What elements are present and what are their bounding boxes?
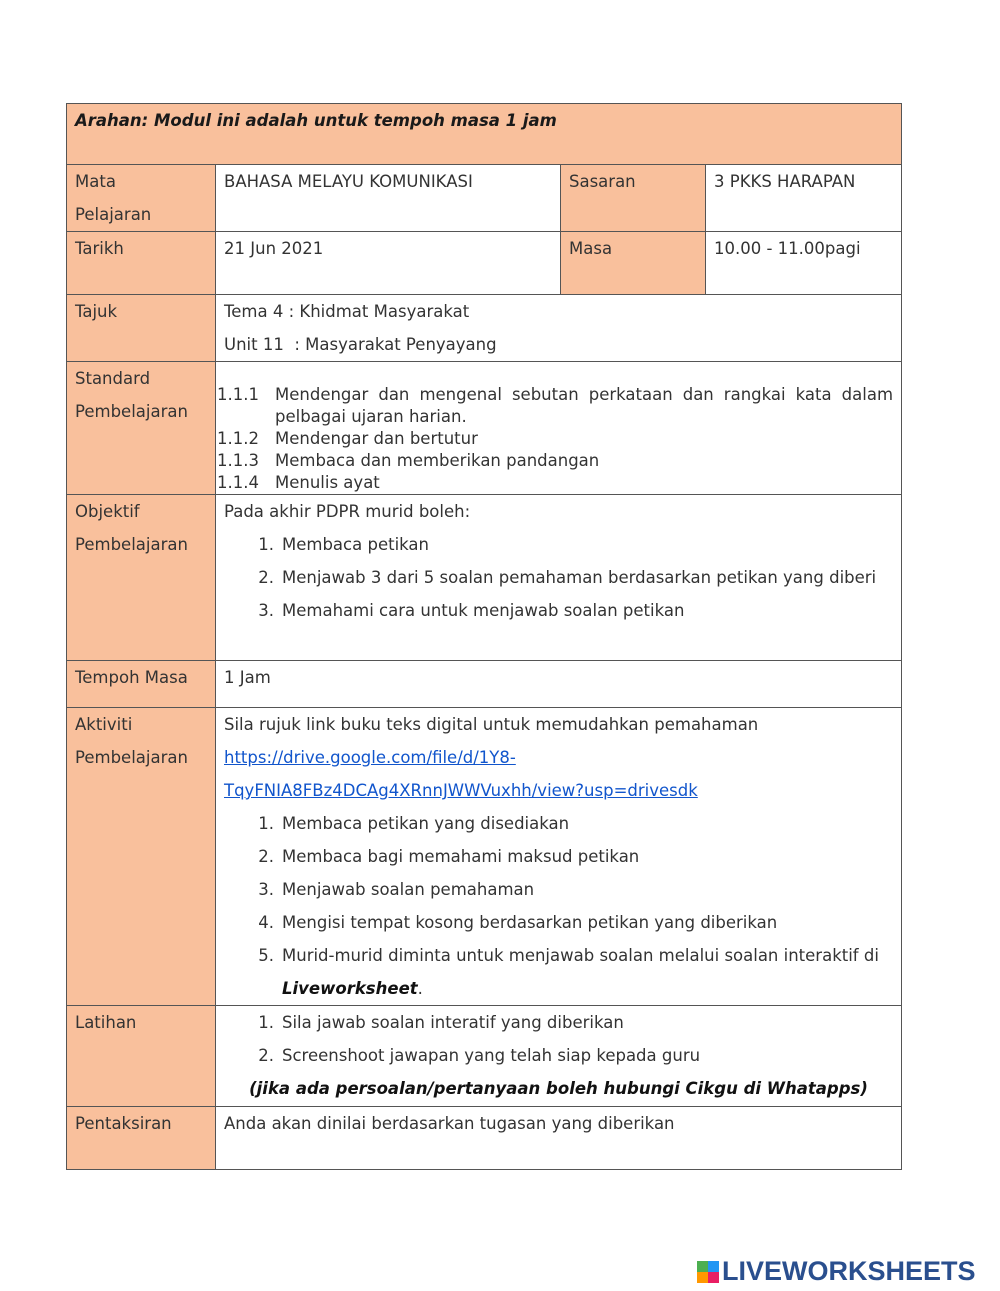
standard-text: Membaca dan memberikan pandangan bbox=[275, 451, 600, 470]
objective-label-line1: Objektif bbox=[75, 502, 140, 521]
item-number: 1. bbox=[258, 1013, 274, 1032]
assessment-value: Anda akan dinilai berdasarkan tugasan yang diberikan bbox=[216, 1107, 902, 1170]
subject-label-line1: Mata bbox=[75, 172, 116, 191]
list-item bbox=[224, 1006, 893, 1039]
item-text: Menjawab soalan pemahaman bbox=[282, 880, 535, 899]
standard-number: 1.1.3 bbox=[217, 451, 259, 470]
time-value: 10.00 - 11.00pagi bbox=[706, 232, 902, 295]
lesson-plan-table bbox=[66, 103, 902, 1170]
duration-row bbox=[67, 661, 902, 708]
instruction-text: Arahan: Modul ini adalah untuk tempoh masa 1 jam bbox=[67, 104, 902, 165]
standard-text: Mendengar dan mengenal sebutan perkataan dan rangkai kata dalam pelbagai ujaran harian. bbox=[275, 385, 894, 426]
item-text: Menjawab 3 dari 5 soalan pemahaman berdasarkan petikan yang diberi bbox=[282, 568, 877, 587]
subject-value: BAHASA MELAYU KOMUNIKASI bbox=[216, 165, 561, 232]
standard-list bbox=[217, 384, 894, 494]
standard-label bbox=[67, 362, 216, 495]
assessment-label: Pentaksiran bbox=[67, 1107, 216, 1170]
objective-label-line2: Pembelajaran bbox=[75, 535, 188, 554]
item-number: 1. bbox=[258, 814, 274, 833]
objective-cell bbox=[216, 495, 902, 661]
list-item bbox=[217, 450, 893, 472]
instruction-row bbox=[67, 104, 902, 165]
duration-label: Tempoh Masa bbox=[67, 661, 216, 708]
list-item bbox=[224, 873, 893, 906]
list-item bbox=[224, 906, 893, 939]
standard-text: Menulis ayat bbox=[275, 473, 380, 492]
item-number: 2. bbox=[258, 568, 274, 587]
item5-text: Murid-murid diminta untuk menjawab soalan melalui soalan interaktif di bbox=[282, 946, 879, 965]
list-item bbox=[224, 1039, 893, 1072]
list-item bbox=[224, 939, 893, 1005]
item-text: Membaca bagi memahami maksud petikan bbox=[282, 847, 640, 866]
standard-number: 1.1.1 bbox=[217, 385, 259, 404]
objective-row bbox=[67, 495, 902, 661]
item-number: 5. bbox=[258, 946, 274, 965]
list-item bbox=[224, 840, 893, 873]
list-item bbox=[224, 561, 893, 594]
list-item bbox=[224, 807, 893, 840]
activity-cell bbox=[216, 708, 902, 1006]
standard-label-line1: Standard bbox=[75, 369, 151, 388]
standard-text: Mendengar dan bertutur bbox=[275, 429, 478, 448]
activity-label-line1: Aktiviti bbox=[75, 715, 133, 734]
liveworksheets-brand[interactable] bbox=[697, 1256, 976, 1287]
exercise-row bbox=[67, 1006, 902, 1107]
brand-name: LIVEWORKSHEETS bbox=[722, 1256, 976, 1286]
standard-number: 1.1.4 bbox=[217, 473, 259, 492]
date-label: Tarikh bbox=[67, 232, 216, 295]
date-row bbox=[67, 232, 902, 295]
item-number: 3. bbox=[258, 601, 274, 620]
objective-intro: Pada akhir PDPR murid boleh: bbox=[224, 502, 471, 521]
activity-label-line2: Pembelajaran bbox=[75, 748, 188, 767]
subject-label-line2: Pelajaran bbox=[75, 205, 152, 224]
topic-unit: Unit 11 : Masyarakat Penyayang bbox=[224, 335, 497, 354]
topic-label: Tajuk bbox=[67, 295, 216, 362]
activity-list bbox=[224, 807, 893, 1005]
topic-theme: Tema 4 : Khidmat Masyarakat bbox=[224, 302, 470, 321]
exercise-cell bbox=[216, 1006, 902, 1107]
item-text: Screenshoot jawapan yang telah siap kepada guru bbox=[282, 1046, 701, 1065]
item-number: 3. bbox=[258, 880, 274, 899]
topic-value bbox=[216, 295, 902, 362]
textbook-link-part1[interactable]: https://drive.google.com/file/d/1Y8- bbox=[224, 748, 516, 767]
contact-note: (jika ada persoalan/pertanyaan boleh hubungi Cikgu di Whatapps) bbox=[249, 1079, 868, 1098]
item-number: 4. bbox=[258, 913, 274, 932]
standard-row bbox=[67, 362, 902, 495]
item-text bbox=[282, 939, 893, 1005]
standard-number: 1.1.2 bbox=[217, 429, 259, 448]
subject-label bbox=[67, 165, 216, 232]
list-item bbox=[217, 472, 893, 494]
item-text: Membaca petikan bbox=[282, 535, 429, 554]
target-value: 3 PKKS HARAPAN bbox=[706, 165, 902, 232]
standard-label-line2: Pembelajaran bbox=[75, 402, 188, 421]
list-item bbox=[224, 528, 893, 561]
item-number: 2. bbox=[258, 847, 274, 866]
item-text: Mengisi tempat kosong berdasarkan petikan yang diberikan bbox=[282, 913, 778, 932]
subject-row bbox=[67, 165, 902, 232]
objective-list bbox=[224, 528, 893, 627]
item-text: Sila jawab soalan interatif yang diberikan bbox=[282, 1013, 624, 1032]
standard-list-cell bbox=[216, 362, 902, 495]
list-item bbox=[224, 594, 893, 627]
activity-label bbox=[67, 708, 216, 1006]
objective-label bbox=[67, 495, 216, 661]
duration-value: 1 Jam bbox=[216, 661, 902, 708]
liveworksheet-emphasis: Liveworksheet bbox=[282, 979, 418, 998]
item-text: Memahami cara untuk menjawab soalan petikan bbox=[282, 601, 685, 620]
textbook-link-part2[interactable]: TqyFNIA8FBz4DCAg4XRnnJWWVuxhh/view?usp=drivesdk bbox=[224, 781, 698, 800]
activity-intro: Sila rujuk link buku teks digital untuk memudahkan pemahaman bbox=[224, 715, 759, 734]
time-label: Masa bbox=[561, 232, 706, 295]
activity-row bbox=[67, 708, 902, 1006]
date-value: 21 Jun 2021 bbox=[216, 232, 561, 295]
list-item bbox=[217, 384, 894, 428]
target-label: Sasaran bbox=[561, 165, 706, 232]
item-number: 2. bbox=[258, 1046, 274, 1065]
item-text: Membaca petikan yang disediakan bbox=[282, 814, 570, 833]
item5-end: . bbox=[417, 979, 423, 998]
item-number: 1. bbox=[258, 535, 274, 554]
assessment-row bbox=[67, 1107, 902, 1170]
liveworksheets-logo-icon bbox=[697, 1261, 719, 1283]
list-item bbox=[217, 428, 893, 450]
topic-row bbox=[67, 295, 902, 362]
exercise-list bbox=[224, 1006, 893, 1072]
exercise-label: Latihan bbox=[67, 1006, 216, 1107]
